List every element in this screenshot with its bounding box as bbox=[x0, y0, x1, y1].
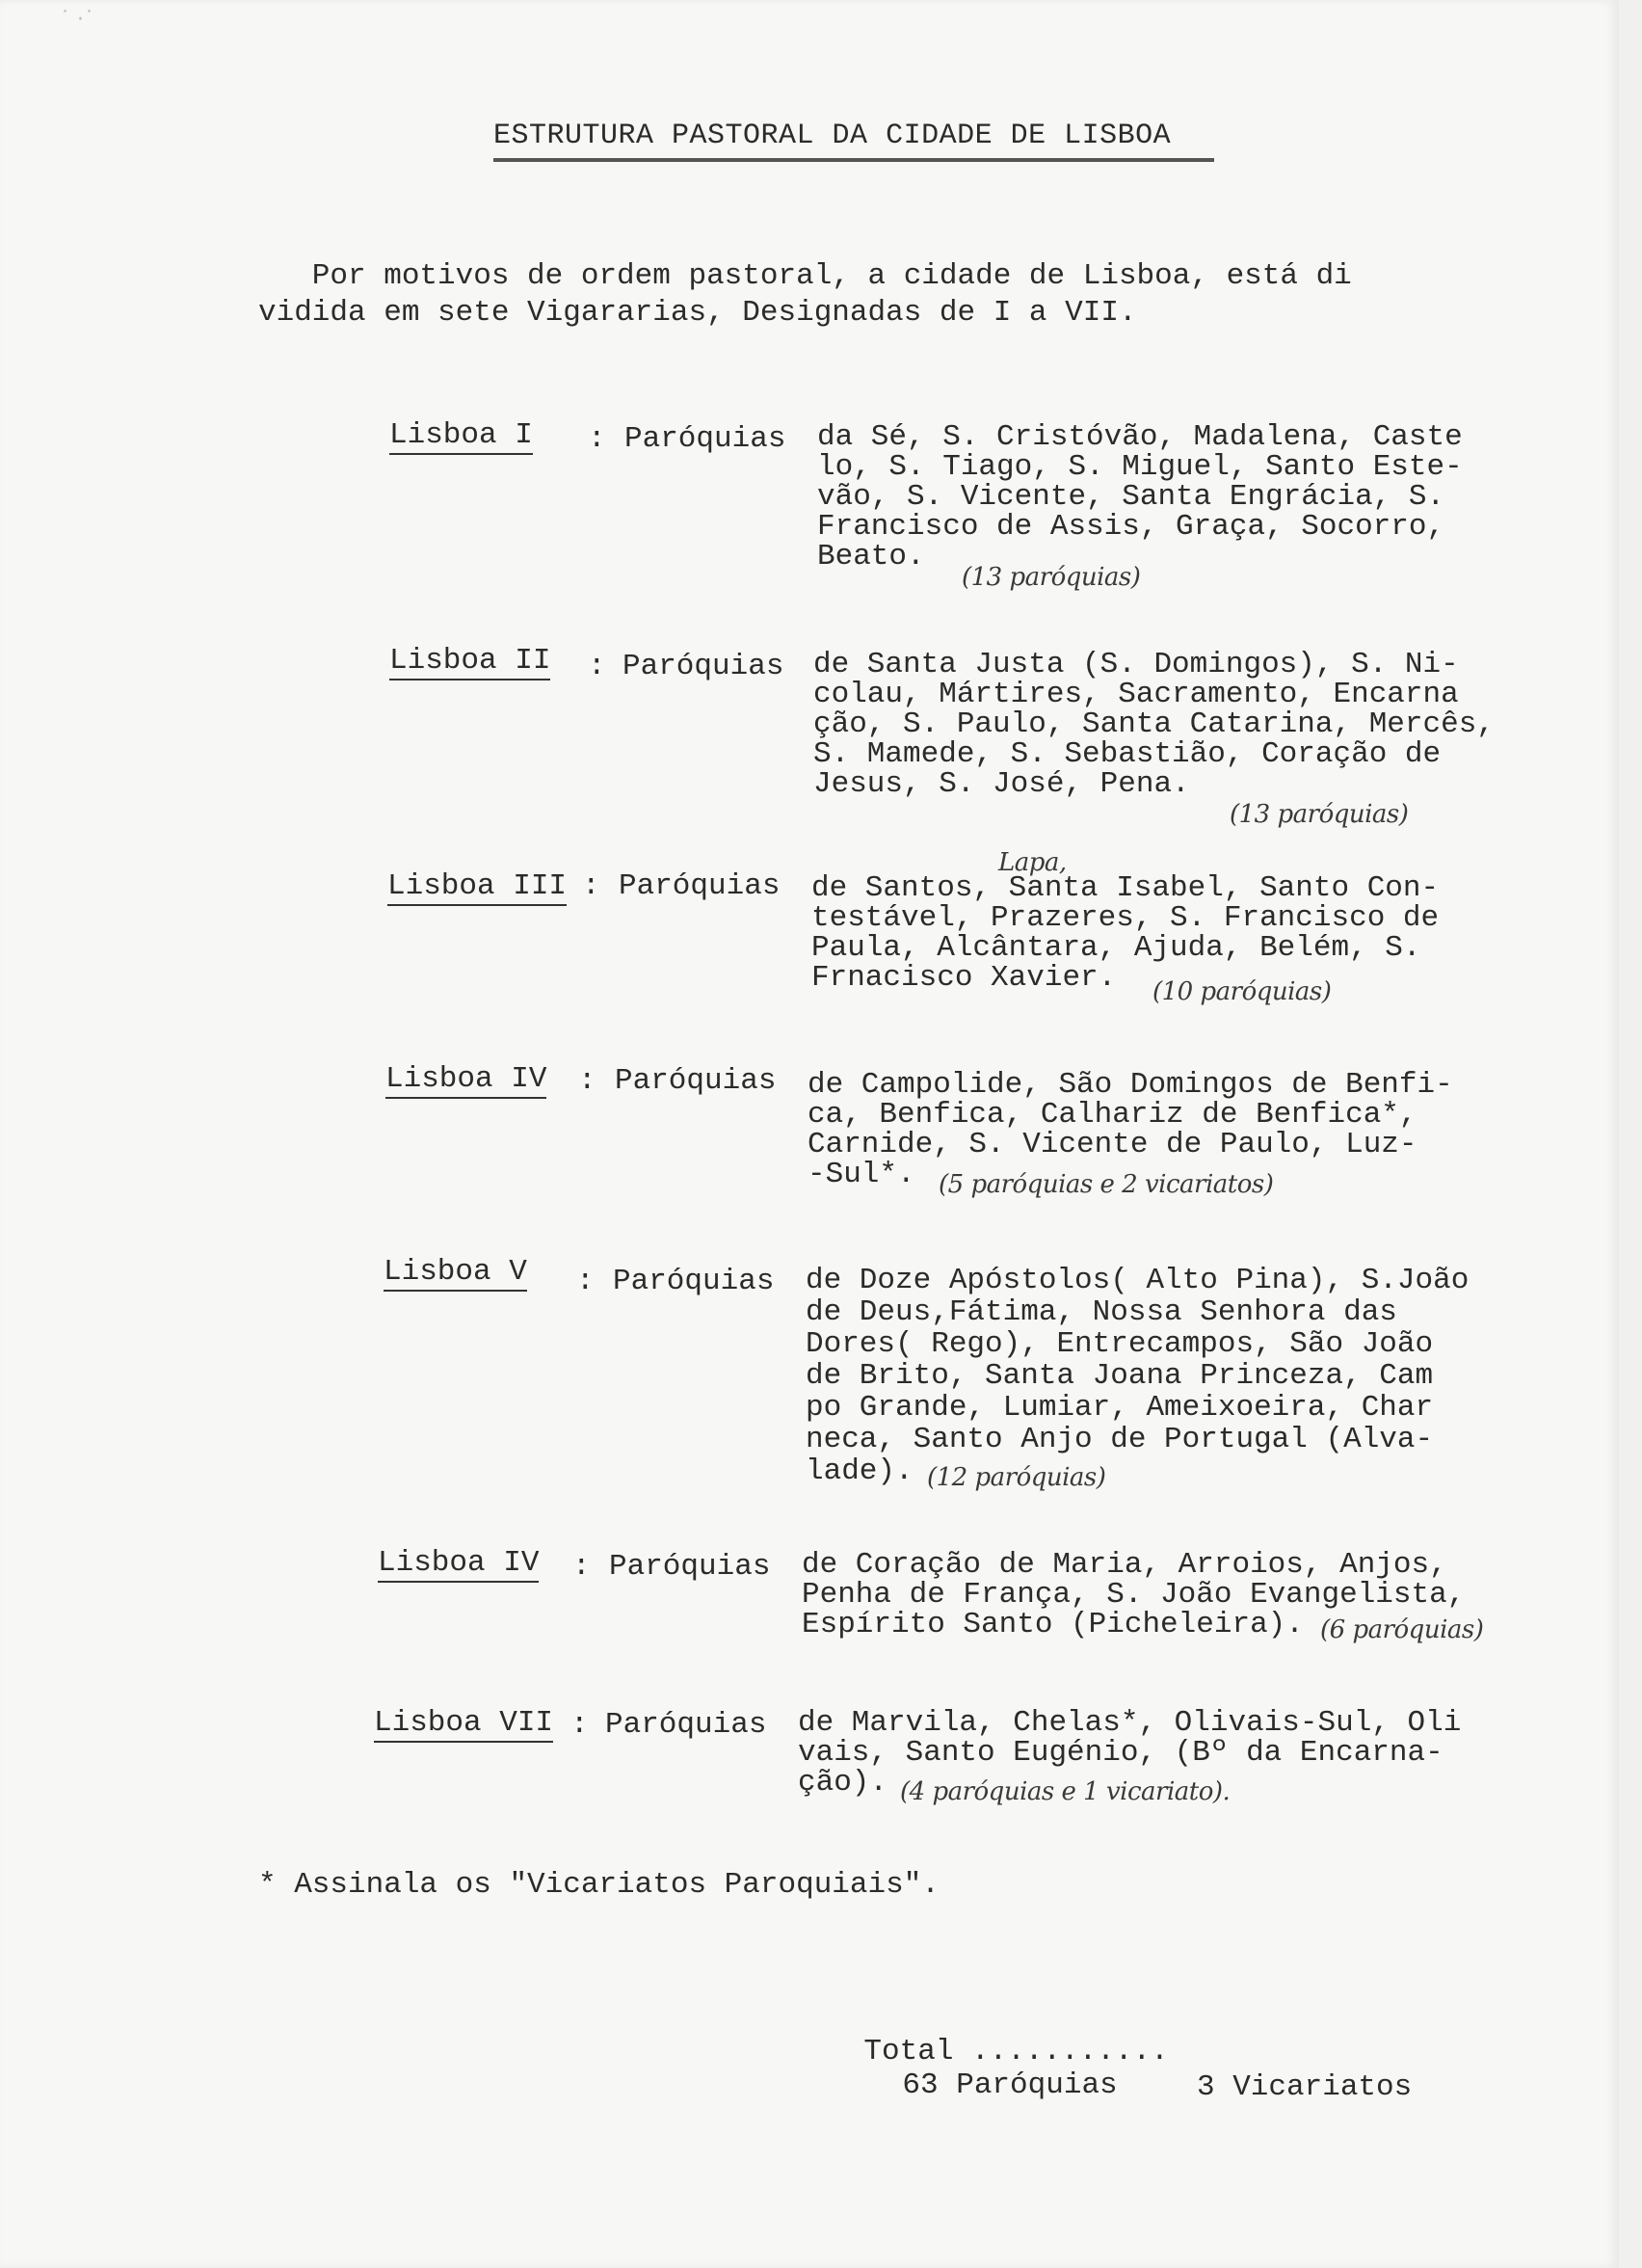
colon: : bbox=[576, 1265, 595, 1298]
parish-list: de Marvila, Chelas*, Olivais-Sul, Oli vais, Santo Eugénio, (Bº da Encarna- ção). bbox=[798, 1706, 1462, 1800]
total-parishes: 63 Paróquias bbox=[902, 2068, 1118, 2102]
parish-list: de Santa Justa (S. Domingos), S. Ni- colau, Mártires, Sacramento, Encarna ção, S. Paulo, Santa Catarina, Mercês, S. Mamede, S. Sebastião, Coração de Jesus, S. José, Pena. bbox=[813, 648, 1495, 801]
parishes-keyword: Paróquias bbox=[613, 1265, 775, 1298]
vicariate-label: Lisboa V bbox=[384, 1255, 527, 1292]
footnote: * Assinala os "Vicariatos Paroquiais". bbox=[258, 1868, 940, 1902]
handwritten-note: (5 paróquias e 2 vicariatos) bbox=[939, 1170, 1274, 1199]
colon: : bbox=[572, 1550, 591, 1584]
vicariate-label: Lisboa IV bbox=[378, 1546, 539, 1583]
colon: : bbox=[578, 1064, 596, 1098]
title-underline bbox=[493, 158, 1214, 162]
parishes-keyword: Paróquias bbox=[622, 650, 784, 683]
corner-mark: ˙ ·˙ bbox=[60, 8, 94, 32]
total-vicariates: 3 Vicariatos bbox=[1197, 2070, 1413, 2104]
handwritten-note: (12 paróquias) bbox=[927, 1463, 1106, 1492]
colon: : bbox=[570, 1708, 589, 1742]
document-title: ESTRUTURA PASTORAL DA CIDADE DE LISBOA bbox=[493, 120, 1172, 152]
handwritten-note: (6 paróquias) bbox=[1320, 1615, 1484, 1644]
parishes-keyword: Paróquias bbox=[605, 1708, 767, 1742]
parish-list: de Coração de Maria, Arroios, Anjos, Penha de França, S. João Evangelista, Espírito Santo (Picheleira). bbox=[802, 1548, 1466, 1641]
total-line bbox=[792, 2001, 1169, 2136]
parish-list: da Sé, S. Cristóvão, Madalena, Caste lo, S. Tiago, S. Miguel, Santo Este- vão, S. Vicente, Santa Engrácia, S. Francisco de Assis, Graça, Socorro, Beato. bbox=[817, 420, 1463, 574]
vicariate-label: Lisboa VII bbox=[374, 1706, 553, 1743]
vicariate-label: Lisboa IV bbox=[385, 1062, 546, 1099]
colon: : bbox=[588, 650, 606, 683]
parish-list: de Doze Apóstolos( Alto Pina), S.João de Deus,Fátima, Nossa Senhora das Dores( Rego), Entrecampos, São João de Brito, Santa Joana Princeza, Cam po Grande, Lumiar, Ameixoeira, Char neca, Santo Anjo de Portugal (Alva- lade). bbox=[806, 1264, 1470, 1488]
handwritten-note: (10 paróquias) bbox=[1152, 977, 1332, 1006]
handwritten-note: (13 paróquias) bbox=[1230, 800, 1409, 829]
handwritten-note: (13 paróquias) bbox=[962, 563, 1141, 592]
handwritten-insertion: Lapa, bbox=[998, 848, 1067, 877]
total-label: Total ........... bbox=[863, 2035, 1169, 2068]
vicariate-label: Lisboa I bbox=[389, 418, 533, 455]
parish-list: de Campolide, São Domingos de Benfi- ca, Benfica, Calhariz de Benfica*, Carnide, S. Vicente de Paulo, Luz- -Sul*. bbox=[808, 1068, 1453, 1191]
vicariate-label: Lisboa III bbox=[387, 869, 567, 906]
parish-list: de Santos, Santa Isabel, Santo Con- testável, Prazeres, S. Francisco de Paula, Alcântara, Ajuda, Belém, S. Frnacisco Xavier. bbox=[811, 871, 1440, 995]
colon: : bbox=[582, 869, 600, 903]
parishes-keyword: Paróquias bbox=[615, 1064, 777, 1098]
parishes-keyword: Paróquias bbox=[624, 422, 786, 456]
parishes-keyword: Paróquias bbox=[619, 869, 781, 903]
intro-paragraph: Por motivos de ordem pastoral, a cidade de Lisboa, está di vidida em sete Vigararias, Designadas de I a VII. bbox=[258, 259, 1352, 330]
vicariate-label: Lisboa II bbox=[389, 644, 550, 680]
colon: : bbox=[588, 422, 606, 456]
parishes-keyword: Paróquias bbox=[609, 1550, 771, 1584]
handwritten-note: (4 paróquias e 1 vicariato). bbox=[900, 1777, 1231, 1806]
